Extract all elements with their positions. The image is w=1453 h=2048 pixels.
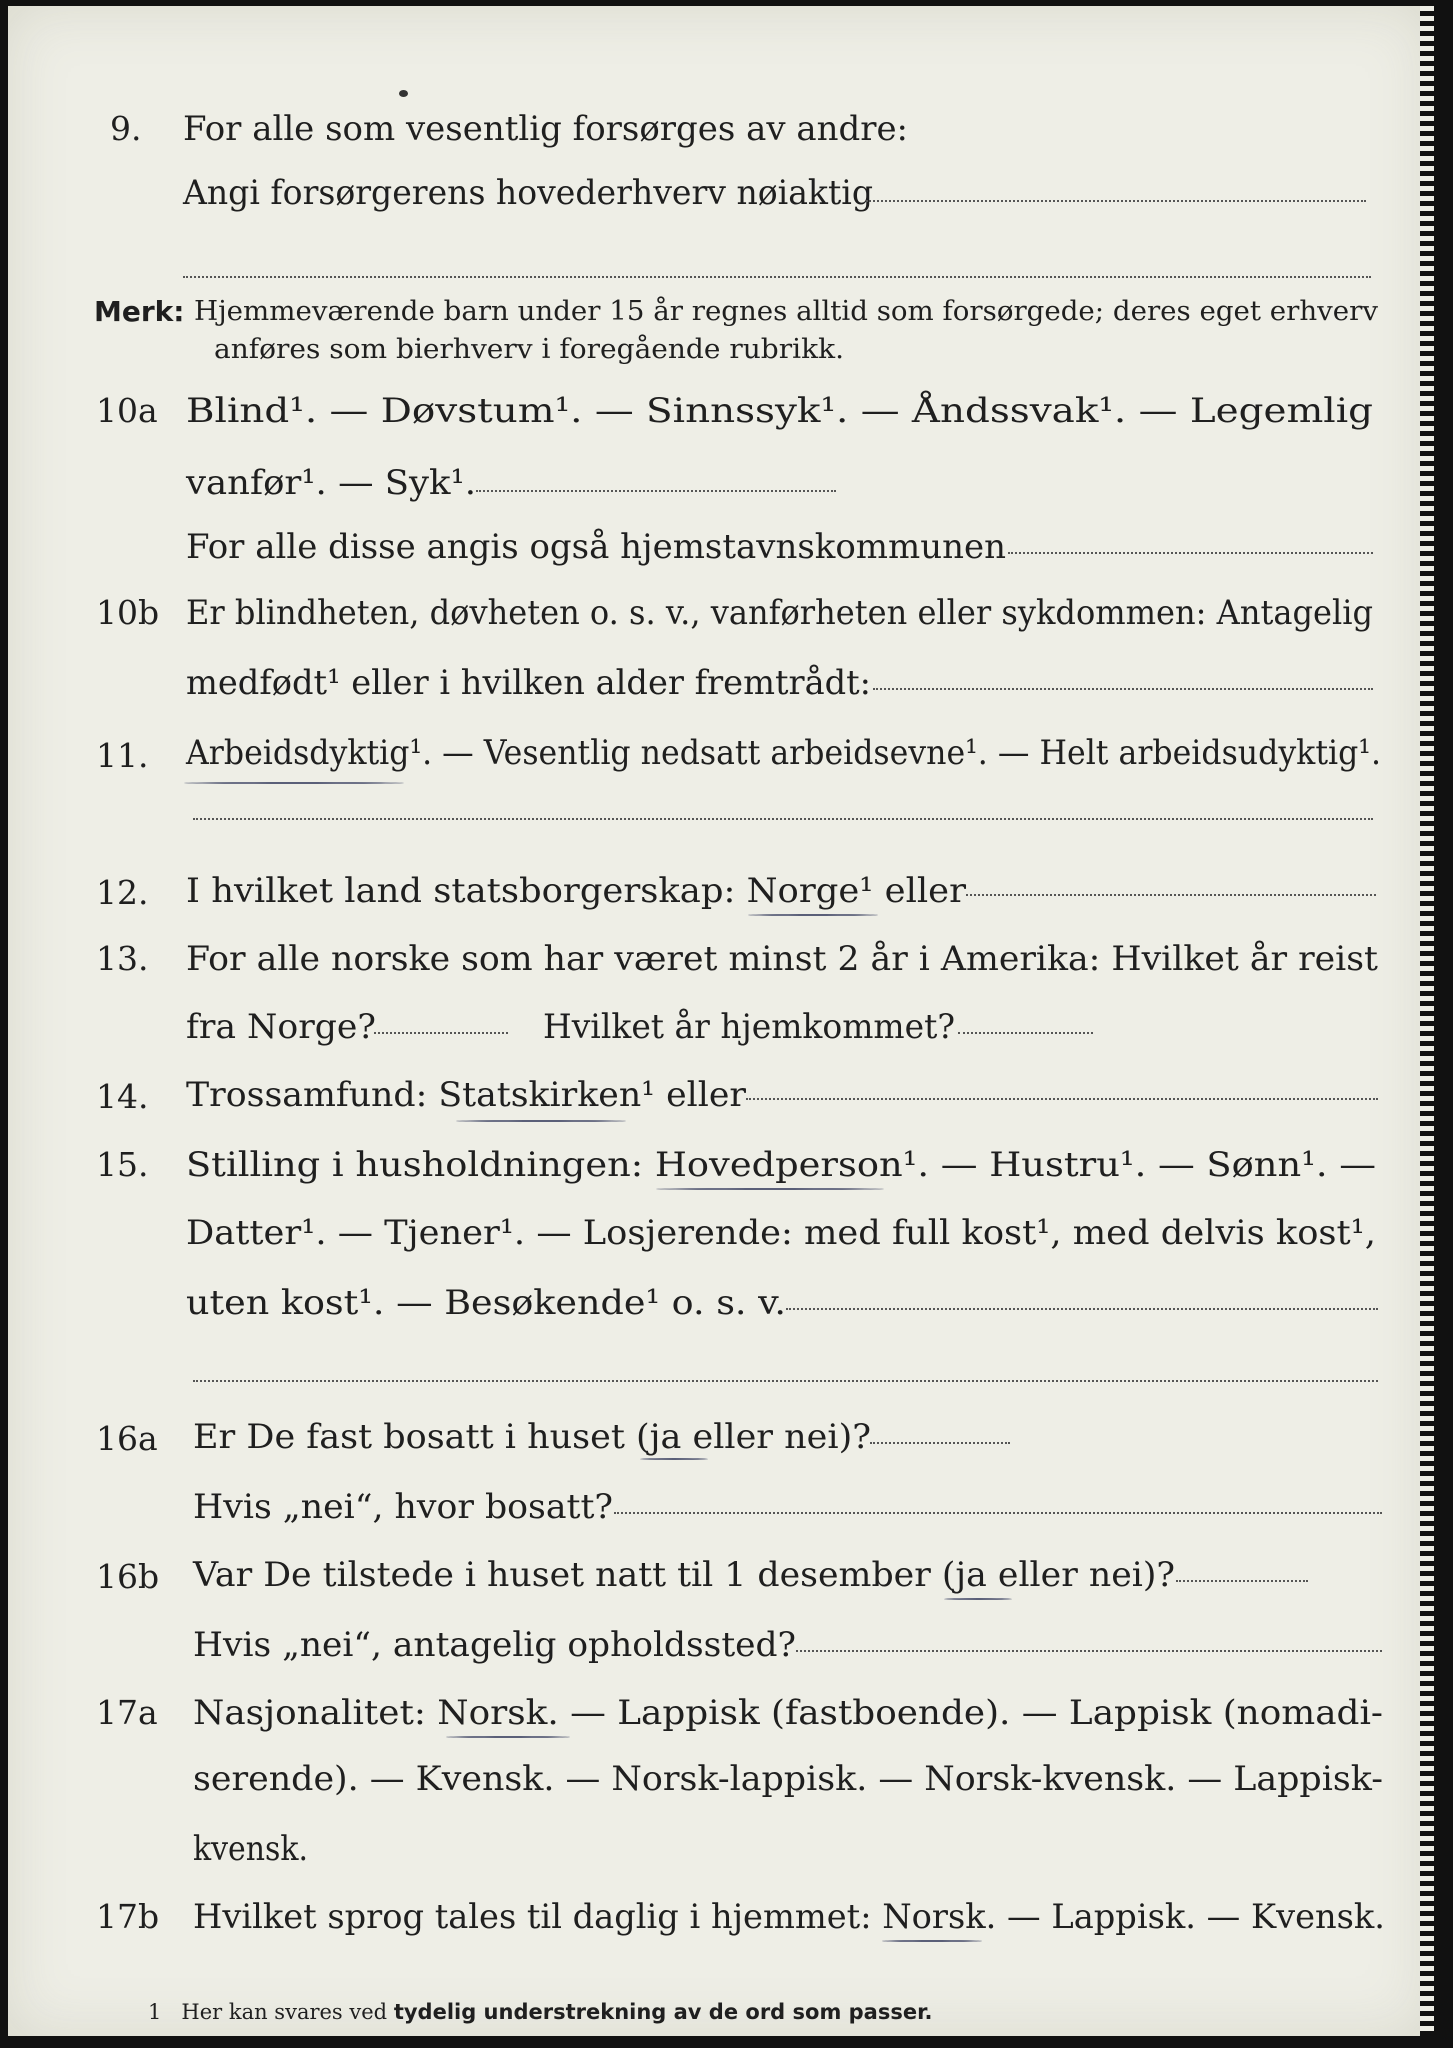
q16b-answer-line: [1176, 1580, 1308, 1582]
item-number-9: 9.: [110, 109, 142, 148]
item-number-11: 11.: [96, 736, 149, 775]
q16b-text-line2: Hvis „nei“, antagelig opholdssted?: [193, 1625, 796, 1665]
q16b-opholdssted-answer-line: [796, 1650, 1382, 1652]
q10a-text-line3: For alle disse angis også hjemstavnskommunen: [186, 527, 1006, 567]
item-number-10a: 10a: [96, 391, 158, 430]
q14-answer-line: [746, 1098, 1378, 1100]
q13-hjemkommet-answer-line: [958, 1032, 1093, 1034]
q17a-text-line3: kvensk.: [193, 1829, 308, 1869]
q15-text-line1: Stilling i husholdningen: Hovedperson¹. — Hustru¹. — Sønn¹. —: [186, 1145, 1376, 1185]
item-number-17b: 17b: [96, 1897, 160, 1936]
q15-answer-line: [786, 1308, 1378, 1310]
q13-text-line1: For alle norske som har været minst 2 år i Amerika: Hvilket år reist: [186, 939, 1378, 979]
census-form-page: [8, 6, 1428, 2036]
q14-text-line1: Trossamfund: Statskirken¹ eller: [186, 1075, 746, 1115]
item-number-12: 12.: [96, 873, 149, 912]
q17a-text-line1: Nasjonalitet: Norsk. — Lappisk (fastboende). — Lappisk (nomadi-: [193, 1693, 1383, 1733]
q10b-text-line2: medfødt¹ eller i hvilken alder fremtrådt:: [186, 663, 871, 703]
merk-text-line2: anføres som bierhverv i foregående rubrikk.: [214, 334, 844, 365]
item-number-16b: 16b: [96, 1557, 160, 1596]
q17a-text-line2: serende). — Kvensk. — Norsk-lappisk. — Norsk-kvensk. — Lappisk-: [193, 1759, 1383, 1799]
q12-answer-line: [966, 894, 1376, 896]
q10b-answer-line: [873, 688, 1373, 690]
q9-text-line2: Angi forsørgerens hovederhverv nøiaktig: [183, 173, 873, 213]
footnote-text-plain: Her kan svares ved: [181, 2000, 388, 2024]
footnote: [148, 2000, 932, 2024]
q9-answer-line-extra: [183, 276, 1371, 278]
ink-spot: [399, 90, 408, 97]
q15-answer-line-extra: [193, 1380, 1378, 1382]
merk-label: Merk:: [94, 295, 185, 328]
q15-text-line3: uten kost¹. — Besøkende¹ o. s. v.: [186, 1283, 786, 1323]
q13-text-line2b: Hvilket år hjemkommet?: [543, 1007, 955, 1047]
handwritten-underline-norsk-17a: [446, 1736, 570, 1738]
q10a-text-line1: Blind¹. — Døvstum¹. — Sinnssyk¹. — Åndssvak¹. — Legemlig: [186, 391, 1373, 431]
item-number-14: 14.: [96, 1077, 149, 1116]
q16a-answer-line: [870, 1442, 1010, 1444]
q16a-text-line2: Hvis „nei“, hvor bosatt?: [193, 1487, 613, 1527]
item-number-17a: 17a: [96, 1693, 158, 1732]
handwritten-underline-hovedperson: [656, 1188, 884, 1190]
footnote-text-bold: tydelig understrekning av de ord som passer.: [393, 2000, 933, 2024]
q9-text-line1: For alle som vesentlig forsørges av andre:: [183, 109, 908, 149]
q12-text-line1: I hvilket land statsborgerskap: Norge¹ eller: [186, 871, 966, 911]
handwritten-underline-ja-16a: [640, 1458, 708, 1460]
q16b-text-line1: Var De tilstede i huset natt til 1 desember (ja eller nei)?: [193, 1555, 1175, 1595]
q13-text-line2a: fra Norge?: [186, 1007, 376, 1047]
q10a-text-line2: vanfør¹. — Syk¹.: [186, 463, 476, 503]
q16a-text-line1: Er De fast bosatt i huset (ja eller nei)?: [193, 1417, 871, 1457]
item-number-13: 13.: [96, 939, 149, 978]
merk-text-line1: Hjemmeværende barn under 15 år regnes alltid som forsørgede; deres eget erhverv: [194, 296, 1378, 327]
q13-reist-answer-line: [374, 1032, 508, 1034]
q16a-bosatt-answer-line: [614, 1512, 1382, 1514]
footnote-marker: 1: [148, 2000, 162, 2024]
q9-answer-line: [866, 200, 1366, 202]
handwritten-underline-arbeidsdyktig: [184, 782, 404, 784]
q15-text-line2: Datter¹. — Tjener¹. — Losjerende: med full kost¹, med delvis kost¹,: [186, 1213, 1376, 1253]
handwritten-underline-ja-16b: [944, 1598, 1012, 1600]
q10b-text-line1: Er blindheten, døvheten o. s. v., vanførheten eller sykdommen: Antagelig: [186, 593, 1373, 633]
handwritten-underline-statskirken: [456, 1120, 626, 1122]
handwritten-underline-norsk-17b: [882, 1940, 982, 1942]
q10a-hjemstavn-answer-line: [1008, 552, 1373, 554]
q17b-text-line1: Hvilket sprog tales til daglig i hjemmet: Norsk. — Lappisk. — Kvensk.: [193, 1897, 1385, 1937]
item-number-16a: 16a: [96, 1419, 158, 1458]
item-number-15: 15.: [96, 1145, 149, 1184]
q11-text-line1: Arbeidsdyktig¹. — Vesentlig nedsatt arbeidsevne¹. — Helt arbeidsudyktig¹.: [186, 733, 1381, 773]
item-number-10b: 10b: [96, 593, 160, 632]
handwritten-underline-norge: [748, 914, 878, 916]
q11-answer-line: [193, 818, 1373, 820]
q10a-answer-line: [476, 490, 836, 492]
